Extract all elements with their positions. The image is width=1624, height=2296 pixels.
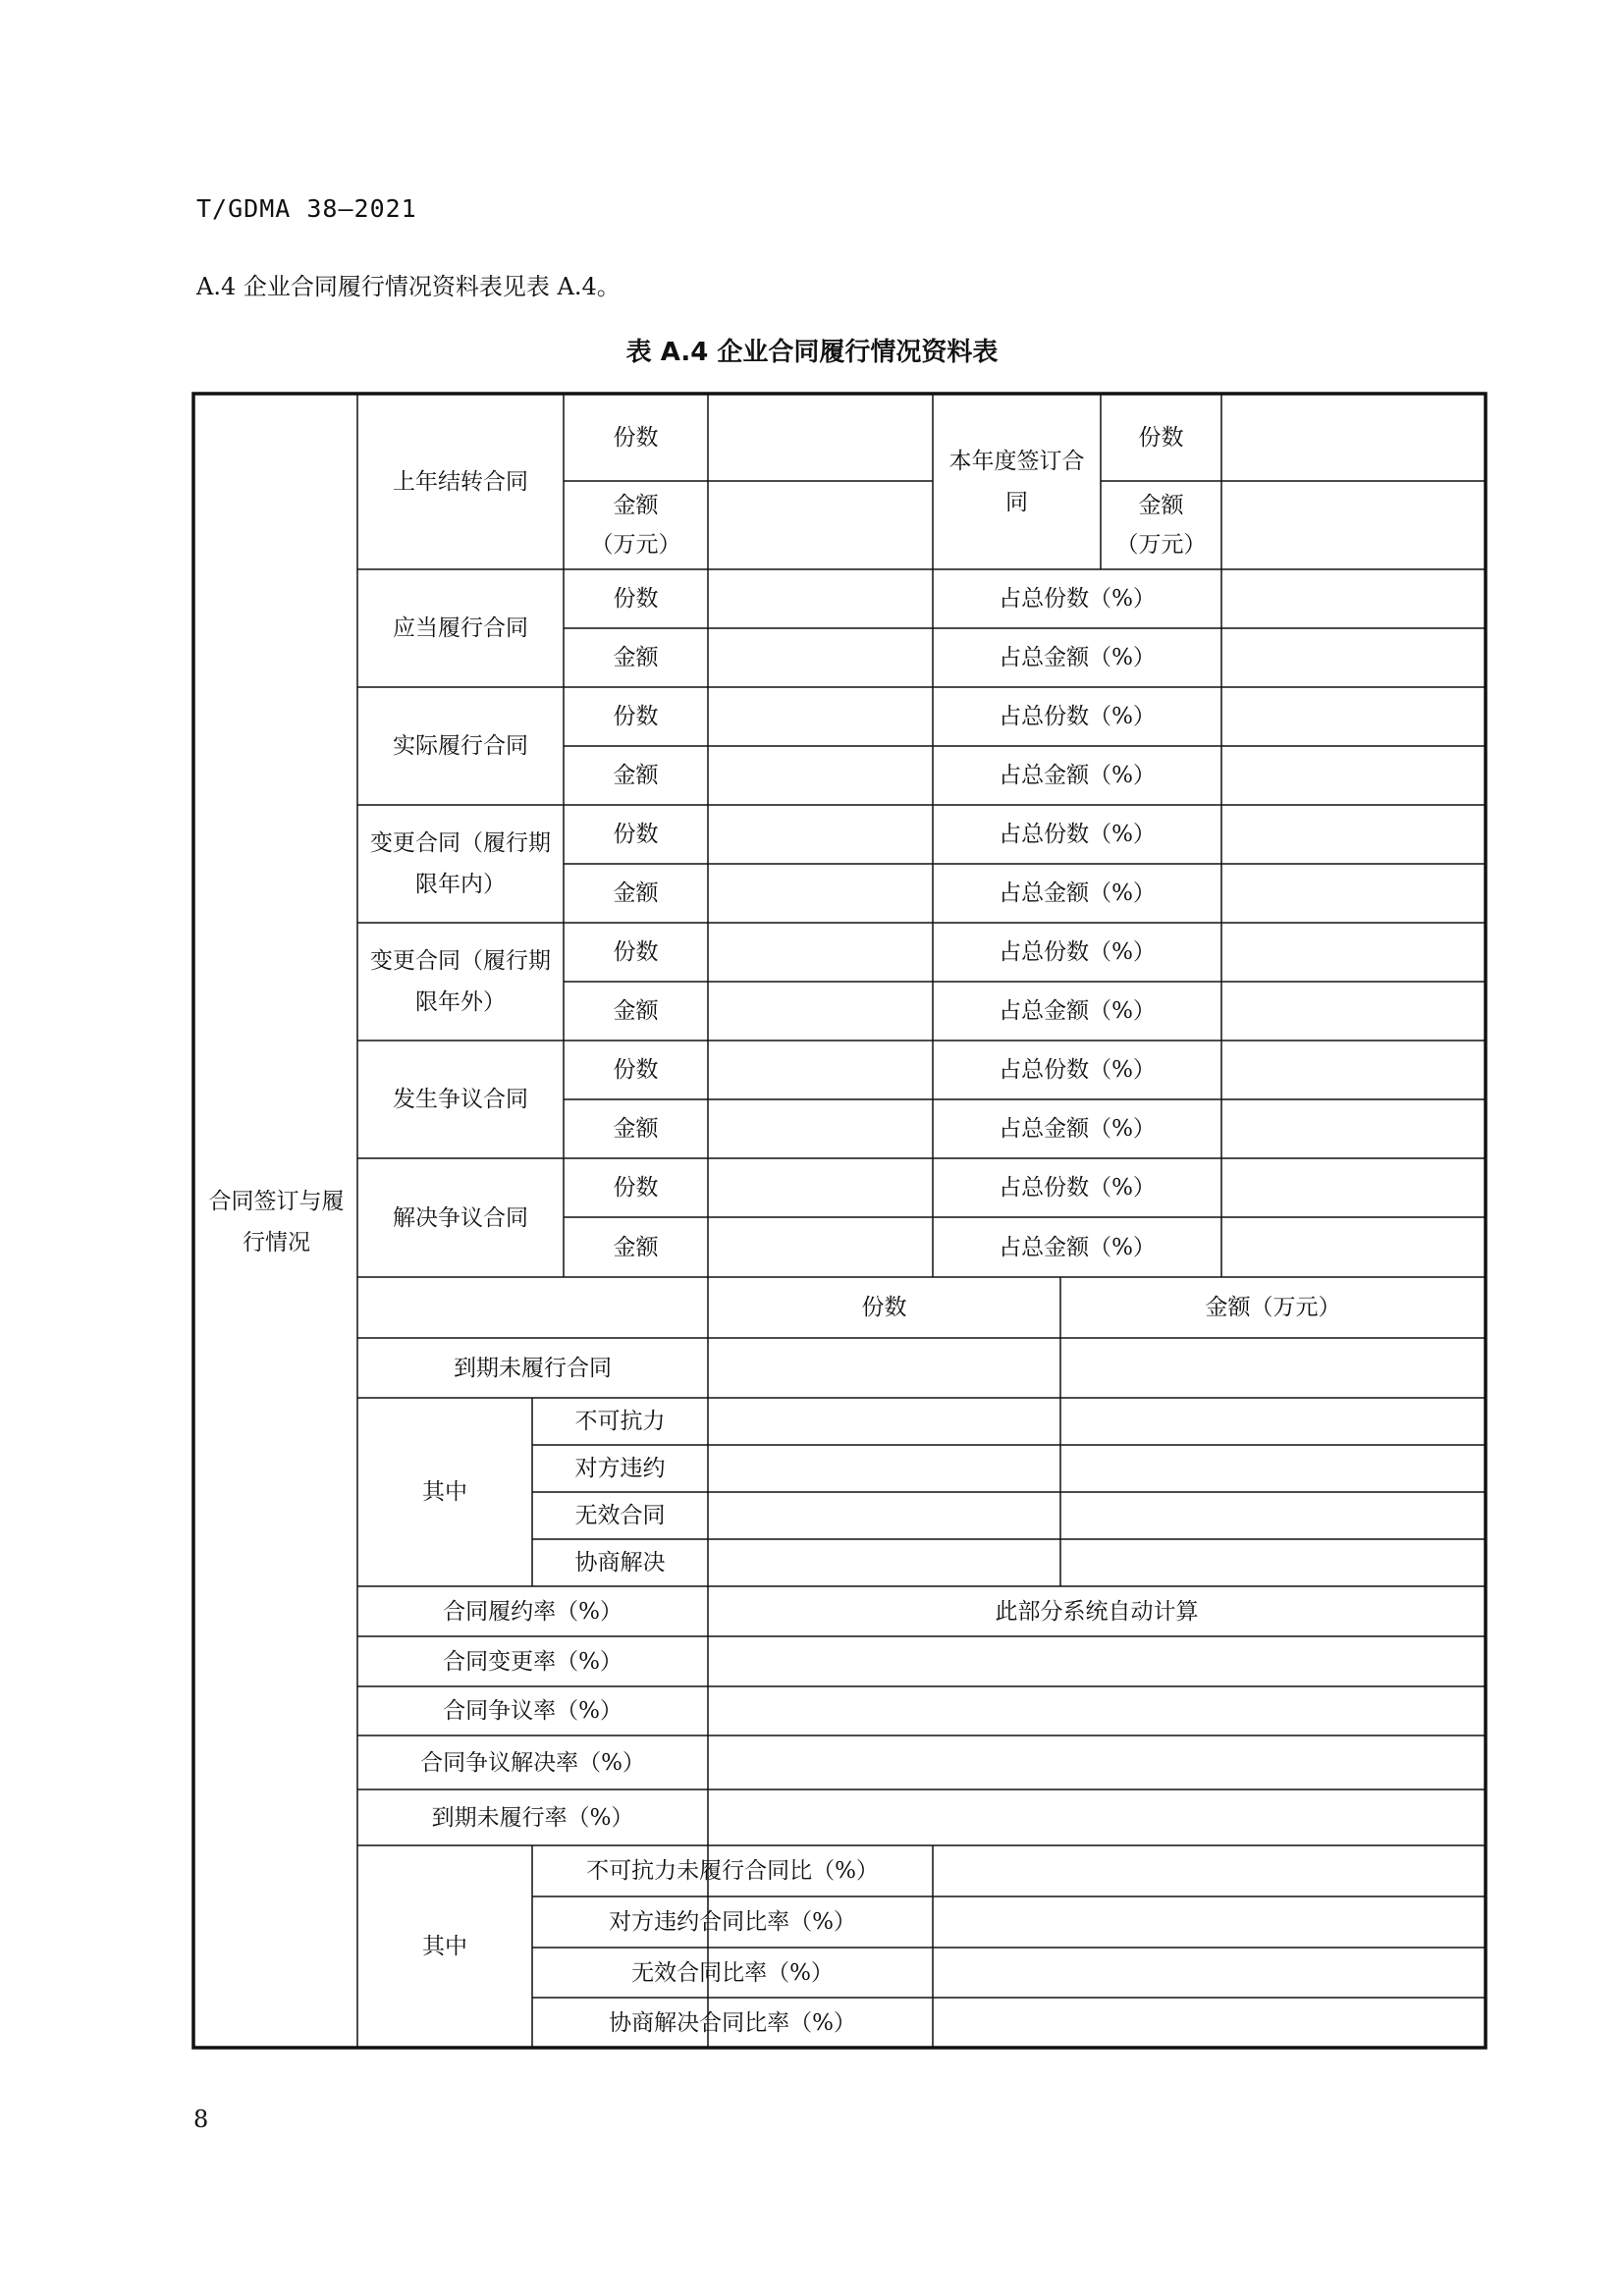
amount-line1: 金额 [1138, 493, 1184, 518]
amount-label: 金额 [613, 1116, 659, 1142]
invalid-ratio-label: 无效合同比率（%） [631, 1959, 834, 1986]
resolved-label: 解决争议合同 [393, 1204, 528, 1231]
dispute-rate-label: 合同争议率（%） [443, 1698, 623, 1724]
dispute-resolution-rate-label: 合同争议解决率（%） [420, 1749, 645, 1776]
amount-label: 金额 [613, 763, 659, 788]
amount-label: 金额 [613, 1234, 659, 1260]
pct-count-label: 占总份数（%） [999, 822, 1156, 847]
count-label: 份数 [613, 939, 659, 965]
carry-over-amount-label [564, 481, 708, 569]
amount-line1: 金额 [613, 493, 659, 518]
count-label: 份数 [613, 822, 659, 847]
page-number: 8 [193, 2106, 209, 2133]
negotiated-ratio-label: 协商解决合同比率（%） [609, 2009, 856, 2036]
col-amount-header: 金额（万元） [1205, 1295, 1341, 1320]
signed-this-year-label: 本年度签订合同 [948, 448, 1085, 515]
change-rate-label: 合同变更率（%） [443, 1648, 623, 1675]
table-caption: 表 A.4 企业合同履行情况资料表 [625, 338, 999, 367]
pct-amount-label: 占总金额（%） [999, 1116, 1156, 1142]
document-code: T/GDMA 38—2021 [196, 194, 417, 223]
changed-within-label: 变更合同（履行期限年内） [370, 830, 551, 897]
pct-amount-label: 占总金额（%） [999, 1234, 1156, 1260]
unperformed-rate-label: 到期未履行率（%） [431, 1804, 634, 1831]
changed-outside-label: 变更合同（履行期限年外） [370, 948, 551, 1015]
of-which-label: 其中 [422, 1479, 467, 1505]
count-label: 份数 [613, 1175, 659, 1201]
pct-count-label: 占总份数（%） [999, 704, 1156, 729]
should-perform-label: 应当履行合同 [393, 615, 528, 641]
expired-unperformed-label: 到期未履行合同 [454, 1355, 612, 1381]
pct-count-label: 占总份数（%） [999, 586, 1156, 612]
count-label: 份数 [613, 586, 659, 612]
force-majeure-label: 不可抗力 [574, 1409, 666, 1434]
actually-performed-label: 实际履行合同 [393, 733, 528, 759]
breach-ratio-label: 对方违约合同比率（%） [609, 1909, 856, 1935]
pct-count-label: 占总份数（%） [999, 1057, 1156, 1083]
force-majeure-ratio-label: 不可抗力未履行合同比（%） [586, 1858, 879, 1884]
pct-count-label: 占总份数（%） [999, 1175, 1156, 1201]
signed-count-label: 份数 [1138, 424, 1184, 451]
auto-calc-note: 此部分系统自动计算 [995, 1598, 1199, 1625]
pct-amount-label: 占总金额（%） [999, 763, 1156, 788]
carry-over-label: 上年结转合同 [393, 468, 528, 495]
performance-rate-label: 合同履约率（%） [443, 1598, 623, 1625]
pct-count-label: 占总份数（%） [999, 939, 1156, 965]
amount-line2: （万元） [590, 532, 681, 558]
count-label: 份数 [613, 1057, 659, 1083]
pct-amount-label: 占总金额（%） [999, 998, 1156, 1024]
pct-amount-label: 占总金额（%） [999, 645, 1156, 670]
clause-text: A.4 企业合同履行情况资料表见表 A.4。 [196, 273, 621, 300]
amount-line2: （万元） [1115, 532, 1207, 558]
amount-label: 金额 [613, 998, 659, 1024]
amount-label: 金额 [613, 881, 659, 906]
carry-over-count-label: 份数 [613, 424, 659, 451]
pct-amount-label: 占总金额（%） [999, 881, 1156, 906]
count-label: 份数 [613, 704, 659, 729]
negotiated-label: 协商解决 [574, 1550, 666, 1575]
signed-amount-label [1101, 481, 1221, 569]
col-count-header: 份数 [861, 1295, 907, 1320]
amount-label: 金额 [613, 645, 659, 670]
section-label: 合同签订与履行情况 [208, 1189, 345, 1255]
counterparty-breach-label: 对方违约 [574, 1456, 666, 1481]
invalid-contract-label: 无效合同 [574, 1503, 666, 1528]
of-which-label-2: 其中 [422, 1934, 467, 1959]
disputed-label: 发生争议合同 [393, 1087, 528, 1112]
